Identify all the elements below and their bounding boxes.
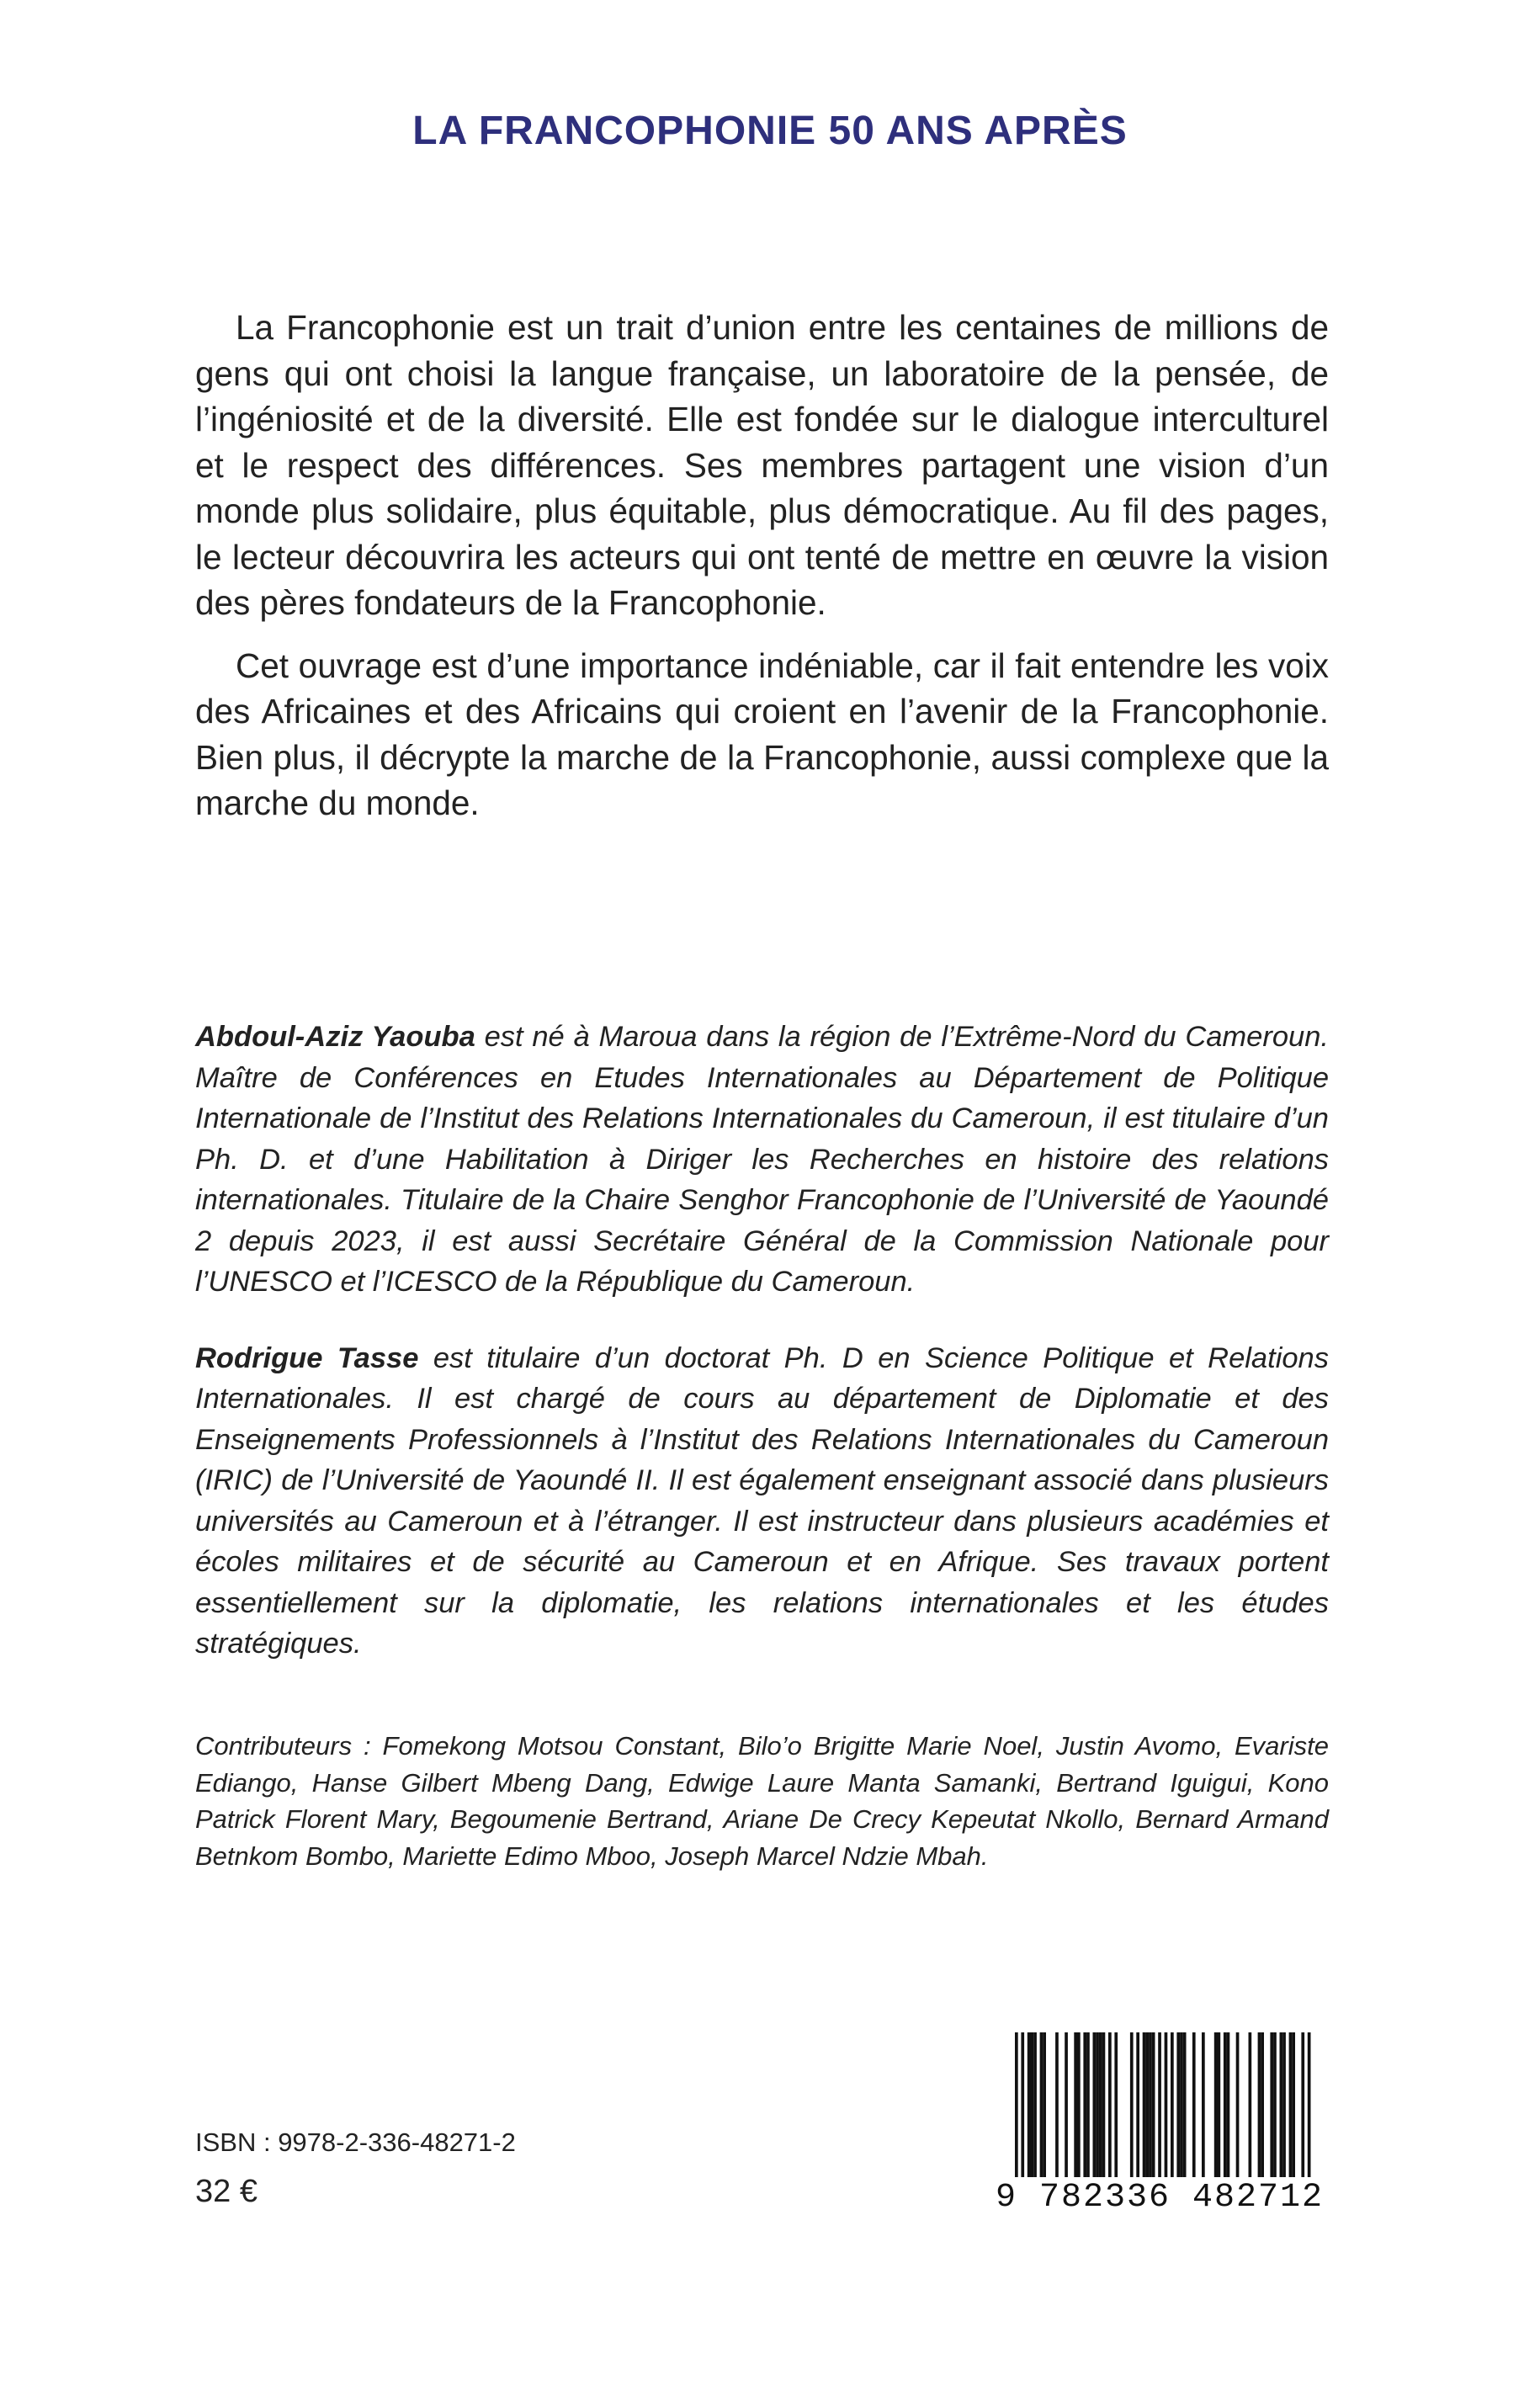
barcode-bar <box>1280 2032 1283 2177</box>
barcode-bar <box>1130 2032 1134 2177</box>
barcode-bar <box>1152 2032 1155 2177</box>
barcode-bar <box>1224 2032 1227 2177</box>
barcode-bar <box>1183 2032 1187 2177</box>
barcode-bar <box>1202 2032 1205 2177</box>
barcode-bar <box>1165 2032 1168 2201</box>
barcode-bar <box>1145 2032 1149 2177</box>
barcode-bar <box>1093 2032 1097 2177</box>
barcode-bar <box>1236 2032 1240 2177</box>
barcode-bar <box>1114 2032 1118 2177</box>
barcode-bar <box>1192 2032 1196 2177</box>
barcode-bar <box>1301 2032 1304 2201</box>
barcode-bar <box>1136 2032 1139 2177</box>
barcode-bar <box>1273 2032 1277 2177</box>
author-name-1: Abdoul-Aziz Yaouba <box>195 1021 475 1053</box>
barcode-bar <box>1261 2032 1264 2177</box>
barcode-bar <box>1028 2032 1031 2177</box>
barcode-bar <box>1065 2032 1068 2177</box>
author-bio-2 <box>195 1338 1329 1665</box>
barcode-bar <box>1180 2032 1183 2177</box>
author-bio-text-1: est né à Maroua dans la région de l’Extrême-Nord du Cameroun. Maître de Conférences en Etudes Internationales au Département de Politique Internationale de l’Institut des Relations Internationales du Cameroun, il est titulaire d’un Ph. D. et d’une Habilitation à Diriger les Recherches en histoire des relations internationales. Titulaire de la Chaire Senghor Francophonie de l’Université de Yaoundé 2 depuis 2023, il est aussi Secrétaire Général de la Commission Nationale pour l’UNESCO et l’ICESCO de la République du Cameroun. <box>195 1021 1329 1298</box>
barcode-bar <box>1096 2032 1099 2177</box>
barcode-bar <box>1308 2032 1311 2201</box>
barcode-bar <box>1033 2032 1037 2177</box>
barcode-bar <box>1021 2032 1024 2201</box>
barcode-bar <box>1083 2032 1086 2177</box>
author-bio-text-2: est titulaire d’un doctorat Ph. D en Science Politique et Relations Internationales. Il est chargé de cours au département de Diplomatie et des Enseignements Professionnels à l’Institut des Relations Internationales du Cameroun (IRIC) de l’Université de Yaoundé II. Il est également enseignant associé dans plusieurs universités au Cameroun et à l’étranger. Il est instructeur dans plusieurs académies et écoles militaires et de sécurité au Cameroun et en Afrique. Ses travaux portent essentiellement sur la diplomatie, les relations internationales et les études stratégiques. <box>195 1341 1329 1660</box>
book-summary <box>195 305 1329 843</box>
barcode-bar <box>1108 2032 1112 2177</box>
barcode-digits: 9 782336 482712 <box>991 2177 1328 2219</box>
barcode-bar <box>1043 2032 1046 2177</box>
barcode-bar <box>1074 2032 1077 2177</box>
barcode-bar <box>1086 2032 1090 2177</box>
summary-paragraph-2: Cet ouvrage est d’une importance indéniable, car il fait entendre les voix des Africaines et des Africains qui croient en l’avenir de la Francophonie. Bien plus, il décrypte la marche de la Francophonie, aussi complexe que la marche du monde. <box>195 645 1329 822</box>
barcode-bar <box>1031 2032 1034 2177</box>
book-title: LA FRANCOPHONIE 50 ANS APRÈS <box>412 109 1128 153</box>
barcode-bar <box>1102 2032 1106 2177</box>
summary-paragraph-1: La Francophonie est un trait d’union entre les centaines de millions de gens qui ont choisi la langue française, un laboratoire de la pensée, de l’ingéniosité et de la diversité. Elle est fondée sur le dialogue interculturel et le respect des différences. Ses membres partagent une vision d’un monde plus solidaire, plus équitable, plus démocratique. Au fil des pages, le lecteur découvrira les acteurs qui ont tenté de mettre en œuvre la vision des pères fondateurs de la Francophonie. <box>195 308 1329 622</box>
barcode-bar <box>1040 2032 1043 2177</box>
barcode-bar <box>1258 2032 1261 2177</box>
barcode-bar <box>1158 2032 1161 2201</box>
author-bio-1 <box>195 1017 1329 1303</box>
barcode-bar <box>1099 2032 1102 2177</box>
barcode-bar <box>1249 2032 1252 2177</box>
isbn-label: ISBN : 9978-2-336-48271-2 <box>195 2127 516 2157</box>
contributors-list <box>195 1728 1329 1874</box>
barcode-bar <box>1227 2032 1230 2177</box>
barcode-bar <box>1143 2032 1146 2177</box>
author-biographies <box>195 1017 1329 1700</box>
barcode-bar <box>1055 2032 1059 2177</box>
barcode-bar <box>1214 2032 1218 2177</box>
barcode <box>991 2032 1328 2222</box>
contributors-text: Contributeurs : Fomekong Motsou Constant, Bilo’o Brigitte Marie Noel, Justin Avomo, Evariste Ediango, Hanse Gilbert Mbeng Dang, Edwige Laure Manta Samanki, Bertrand Iguigui, Kono Patrick Florent Mary, Begoumenie Bertrand, Ariane De Crecy Kepeutat Nkollo, Bernard Armand Betnkom Bombo, Mariette Edimo Mboo, Joseph Marcel Ndzie Mbah. <box>195 1731 1329 1871</box>
barcode-bar <box>1282 2032 1286 2177</box>
barcode-bar <box>1149 2032 1152 2177</box>
price-label: 32 € <box>195 2174 258 2209</box>
author-name-2: Rodrigue Tasse <box>195 1341 419 1374</box>
barcode-bar <box>1270 2032 1273 2177</box>
barcode-bar <box>1077 2032 1081 2177</box>
barcode-bar <box>1015 2032 1018 2201</box>
barcode-bar <box>1171 2032 1174 2177</box>
barcode-bar <box>1218 2032 1221 2177</box>
barcode-bar <box>1289 2032 1293 2177</box>
barcode-bar <box>1176 2032 1180 2177</box>
barcode-bar <box>1292 2032 1295 2177</box>
